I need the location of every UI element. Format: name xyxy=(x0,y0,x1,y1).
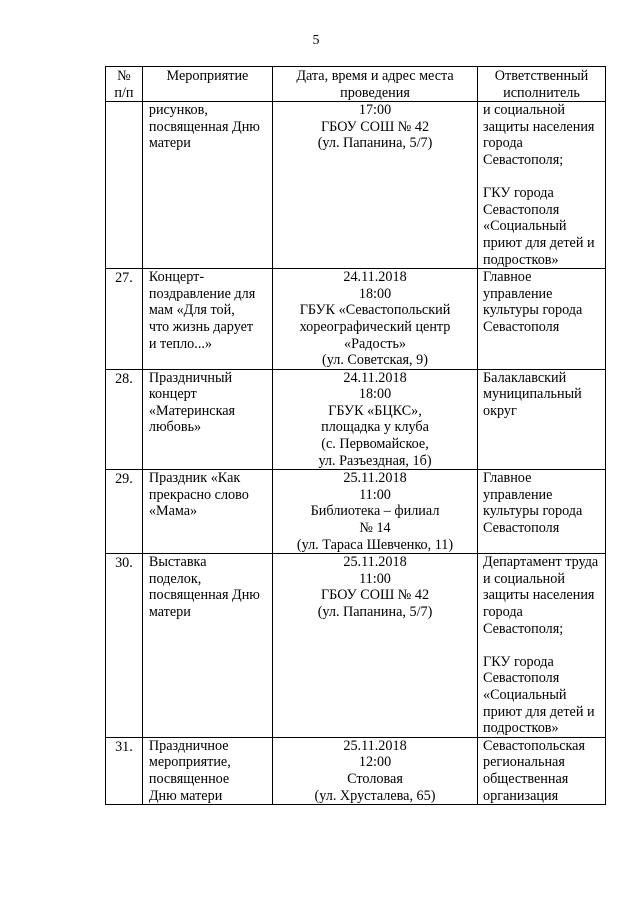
text-line: города xyxy=(483,604,523,620)
text-line: Севастополя xyxy=(483,318,560,335)
table-row xyxy=(106,737,606,804)
responsible-cell xyxy=(478,102,606,269)
text-line: 11:00 xyxy=(359,486,391,503)
text-line: № xyxy=(117,68,131,84)
text-line: «Радость» xyxy=(344,335,407,352)
text-line: Дню матери xyxy=(148,787,223,804)
table-header-row xyxy=(106,67,606,102)
events-table xyxy=(105,66,606,805)
text-line: Севастополя xyxy=(483,520,560,537)
text-line: защиты населения xyxy=(483,118,595,135)
text-line: «Материнская xyxy=(148,402,236,419)
text-line: управление xyxy=(483,486,553,503)
row-number: 27. xyxy=(106,269,143,370)
page-number: 5 xyxy=(312,33,320,48)
text-line: хореографический центр xyxy=(299,318,451,335)
row-number xyxy=(106,102,143,269)
text-line: ГБОУ СОШ № 42 xyxy=(320,118,430,135)
text-line: Праздничное xyxy=(148,737,229,754)
text-line: Севастополя xyxy=(483,670,560,687)
text-line: (ул. Советская, 9) xyxy=(322,352,428,369)
text-line: любовь» xyxy=(148,419,202,436)
text-line: Севастопольская xyxy=(483,737,585,754)
text-line: общественная xyxy=(483,770,569,787)
text-line: Концерт- xyxy=(148,269,205,286)
text-line: посвященная Дню xyxy=(148,118,260,135)
text-line: 18:00 xyxy=(358,386,392,403)
text-line: 18:00 xyxy=(358,285,392,302)
row-number: 28. xyxy=(106,369,143,470)
text-line: города xyxy=(483,135,523,152)
text-line: (ул. Папанина, 5/7) xyxy=(317,135,433,152)
text-line: региональная xyxy=(483,754,565,771)
text-line: 25.11.2018 xyxy=(343,554,407,571)
text-line: ГБУК «Севастопольский xyxy=(299,302,451,319)
date-place-cell xyxy=(273,269,478,370)
table-row xyxy=(106,369,606,470)
text-line: 25.11.2018 xyxy=(343,737,407,754)
text-line: организация xyxy=(483,787,559,804)
responsible-cell xyxy=(478,554,606,738)
responsible-cell xyxy=(478,737,606,804)
text-line: Мероприятие xyxy=(166,68,249,84)
text-line: культуры города xyxy=(483,302,583,319)
text-line: Севастополя xyxy=(483,201,560,218)
text-line: (с. Первомайское, xyxy=(321,436,429,453)
event-cell xyxy=(142,737,272,804)
text-line: Библиотека – филиал xyxy=(310,503,440,520)
text-line: (ул. Тараса Шевченко, 11) xyxy=(296,536,454,553)
text-line: «Социальный xyxy=(483,218,567,235)
text-line: исполнитель xyxy=(503,84,580,101)
table-row xyxy=(106,470,606,554)
text-line: Севастополя; xyxy=(483,620,564,637)
event-cell xyxy=(142,369,272,470)
text-line: поздравление для xyxy=(148,285,256,302)
date-place-cell xyxy=(273,369,478,470)
date-place-cell xyxy=(273,737,478,804)
row-number: 30. xyxy=(106,554,143,738)
text-line: матери xyxy=(148,604,191,620)
text-line xyxy=(483,637,602,654)
header-event xyxy=(142,67,272,102)
event-cell xyxy=(142,269,272,370)
header-number xyxy=(106,67,143,102)
text-line: культуры города xyxy=(483,503,583,520)
text-line: «Мама» xyxy=(148,503,198,520)
text-line: подростков» xyxy=(483,251,559,268)
responsible-cell xyxy=(478,470,606,554)
text-line: посвященное xyxy=(148,770,230,787)
event-cell xyxy=(142,102,272,269)
date-place-cell xyxy=(273,554,478,738)
text-line xyxy=(483,169,602,186)
text-line: прекрасно слово xyxy=(148,486,249,503)
text-line: ГКУ города xyxy=(483,653,554,670)
event-cell xyxy=(142,470,272,554)
table-row xyxy=(106,269,606,370)
text-line: и социальной xyxy=(483,570,565,587)
text-line: муниципальный xyxy=(483,386,582,403)
text-line: мероприятие, xyxy=(148,754,231,771)
text-line: Выставка xyxy=(148,554,207,571)
header-responsible xyxy=(478,67,606,102)
text-line: ГБОУ СОШ № 42 xyxy=(320,587,430,604)
text-line: Департамент труда xyxy=(483,554,599,571)
text-line: округ xyxy=(483,402,517,419)
text-line: Главное xyxy=(483,470,532,487)
text-line: и социальной xyxy=(483,102,565,119)
text-line: Столовая xyxy=(347,770,403,787)
table-row xyxy=(106,554,606,738)
text-line: Праздничный xyxy=(148,369,233,386)
text-line: Балаклавский xyxy=(483,369,567,386)
text-line: Дата, время и адрес места xyxy=(296,68,454,84)
text-line: «Социальный xyxy=(483,686,567,703)
text-line: проведения xyxy=(340,84,410,101)
text-line: Праздник «Как xyxy=(148,470,241,487)
event-cell xyxy=(142,554,272,738)
text-line: матери xyxy=(148,135,191,152)
text-line: что жизнь дарует xyxy=(148,318,254,335)
responsible-cell xyxy=(478,269,606,370)
text-line: площадка у клуба xyxy=(321,419,429,436)
row-number: 31. xyxy=(106,737,143,804)
text-line: ГБУК «БЦКС», xyxy=(328,402,422,419)
text-line: Главное xyxy=(483,269,532,286)
text-line: 11:00 xyxy=(359,570,391,587)
text-line: управление xyxy=(483,285,553,302)
text-line: подростков» xyxy=(483,720,559,737)
text-line: 12:00 xyxy=(358,754,392,771)
table-row xyxy=(106,102,606,269)
text-line: п/п xyxy=(114,84,134,101)
text-line: 25.11.2018 xyxy=(343,470,407,487)
text-line: рисунков, xyxy=(148,102,208,119)
date-place-cell xyxy=(273,470,478,554)
text-line: концерт xyxy=(148,386,197,403)
text-line: приют для детей и xyxy=(483,234,595,251)
date-place-cell xyxy=(273,102,478,269)
text-line: ГКУ города xyxy=(483,185,554,202)
text-line: 24.11.2018 xyxy=(343,269,407,286)
header-date-place xyxy=(273,67,478,102)
text-line: (ул. Хрусталева, 65) xyxy=(314,787,436,804)
text-line: 17:00 xyxy=(358,102,392,119)
text-line: приют для детей и xyxy=(483,703,595,720)
text-line: (ул. Папанина, 5/7) xyxy=(317,604,433,620)
text-line: поделок, xyxy=(148,570,202,587)
row-number: 29. xyxy=(106,470,143,554)
text-line: посвященная Дню xyxy=(148,587,260,604)
text-line: ул. Разъездная, 1б) xyxy=(318,452,432,469)
responsible-cell xyxy=(478,369,606,470)
text-line: Севастополя; xyxy=(483,151,564,168)
text-line: 24.11.2018 xyxy=(343,369,407,386)
text-line: Ответственный xyxy=(494,68,589,84)
text-line: защиты населения xyxy=(483,587,595,604)
text-line: № 14 xyxy=(359,520,391,537)
text-line: и тепло...» xyxy=(148,335,213,352)
text-line: мам «Для той, xyxy=(148,302,235,319)
